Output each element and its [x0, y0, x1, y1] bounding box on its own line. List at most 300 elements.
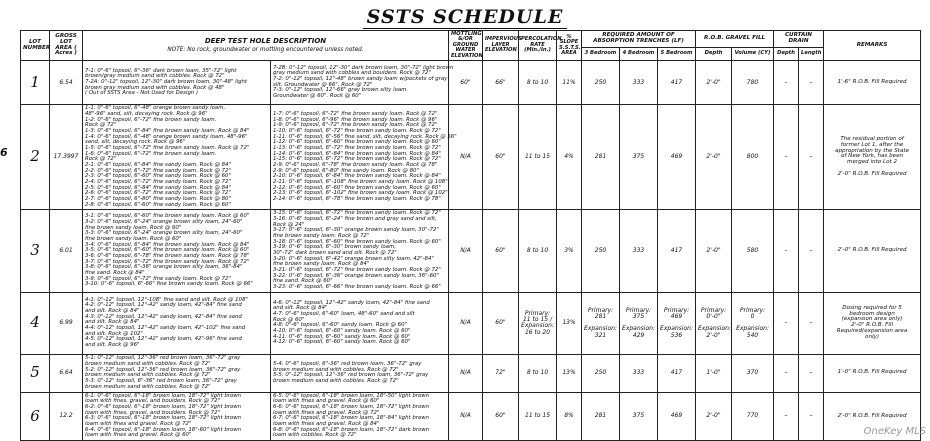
- deep-test-left-line: and silt. Rock @ 102": [85, 330, 143, 337]
- gross-lot-area: 6.01: [50, 210, 83, 292]
- deep-test-left-line: 4-2: 0"-12" topsoil, 12"-42" sandy loam, 42"-84" fine sand: [85, 302, 242, 309]
- deep-test-left-line: ( Out of SSTS Area - Not Used for Design ): [85, 90, 199, 97]
- schedule-rows: [21, 61, 921, 441]
- bed5-value-line: 469: [670, 312, 683, 320]
- deep-test-right-line: 3-23: 0"-6" topsoil, 6"-66" fine brown sandy loam. Rock @ 66": [273, 284, 441, 291]
- deep-test-left-line: Rock @ 72": [85, 122, 117, 129]
- bed3-value: [582, 392, 620, 440]
- deep-test-right-line: 6-6: 0"-6" topsoil, 6"-18" brown loam, 18"-72" light brown: [273, 404, 430, 411]
- deep-test-left-line: 3-6: 0"-6" topsoil, 6"-78" fine brown sandy loam. Rock @ 78": [85, 252, 250, 259]
- remarks-value-line: only): [865, 333, 880, 340]
- remarks-value-line: 2'-0" R.O.B. Fill: [851, 322, 893, 329]
- deep-test-left-line: and silt. Rock @ 96": [85, 342, 140, 349]
- deep-test-left-line: 4-1: 0"-12" topsoil, 12"-108" fine sand and silt. Rock @ 108": [85, 296, 248, 303]
- deep-test-right: [271, 354, 449, 392]
- percolation-value: 11 to 15: [519, 105, 557, 210]
- curtain-depth-value: –: [774, 392, 799, 440]
- deep-test-left-line: Rock @ 72": [85, 156, 117, 163]
- remarks-value-line: 1'-0" R.O.B. Fill Required: [837, 369, 907, 376]
- deep-test-right-line: 1-9: 0"-6" topsoil, 6"-72" fine brown sandy loam. Rock @ 72": [273, 122, 438, 129]
- deep-test-left: [83, 105, 271, 210]
- deep-test-left-line: and silt. Rock @ 84": [85, 308, 140, 315]
- gravel-volume-value-line: 540: [746, 331, 759, 339]
- deep-test-left-line: loam with fines and gravel. Rock @ 72": [85, 421, 192, 428]
- slope-value: 13%: [557, 354, 582, 392]
- impervious-value: 60": [483, 105, 519, 210]
- percolation-value: 11 to 15: [519, 392, 557, 440]
- deep-test-right-line: 1-12: 0"-6" topsoil, 6"-60" fine brown sandy loam. Rock @ 60": [273, 139, 441, 146]
- gravel-volume-value: [732, 354, 774, 392]
- deep-test-left-line: 1-2: 0"-6" topsoil, 6"-72" fine brown sandy loam.: [85, 116, 217, 123]
- deep-test-left-line: brown medium sand with cobbles. Rock @ 72": [85, 360, 211, 367]
- remarks-value-line: (expansion area only): [841, 316, 903, 323]
- deep-test-left-line: 5-1: 0"-12" topsoil, 12"-36" red brown loam, 36"-72" gray: [85, 355, 241, 362]
- gravel-volume-value: [732, 392, 774, 440]
- gravel-volume-value: [732, 292, 774, 354]
- deep-test-right-line: 4-6: 0"-12" topsoil, 12"-42" sandy loam, 42"-84" fine sand: [273, 299, 430, 306]
- deep-test-left-line: 48"-96" sand, silt, decaying rock. Rock @ 96": [85, 110, 208, 117]
- bed4-value-line: Expansion:: [622, 325, 655, 333]
- gravel-depth-value: [696, 292, 732, 354]
- deep-test-left: [83, 210, 271, 292]
- bed3-value: [582, 105, 620, 210]
- deep-test-right-line: brown medium sand with cobbles. Rock @ 72": [273, 366, 399, 373]
- gravel-depth-value-line: Primary:: [700, 306, 727, 314]
- header-gross-lot-area: GROSS LOT AREA ( Acres ): [50, 31, 83, 61]
- bed5-value: [658, 61, 696, 105]
- deep-test-left-line: brown/gray medium sand with cobbles. Rock @ 72": [85, 73, 225, 80]
- header-depth: Depth: [696, 47, 732, 61]
- deep-test-left-line: loam with fines, gravel, and boulders. Rock @ 72": [85, 398, 221, 405]
- deep-test-right-line: brown medium sand with cobbles. Rock @ 72": [273, 377, 399, 384]
- deep-test-right: [271, 292, 449, 354]
- curtain-depth-value: –: [774, 292, 799, 354]
- deep-test-left-line: sand, silt, decaying rock. Rock @ 96": [85, 139, 186, 146]
- bed4-value: [620, 105, 658, 210]
- deep-test-left: [83, 292, 271, 354]
- deep-test-right-line: 4-10: 0"-6" topsoil, 6"-60" sandy loam. Rock @ 60": [273, 327, 411, 334]
- gravel-depth-value-line: 2'-0": [706, 78, 721, 86]
- remarks-value-line: 2'-0" R.O.B. Fill Required: [837, 247, 907, 254]
- bed5-value: [658, 354, 696, 392]
- deep-test-right: [271, 392, 449, 440]
- impervious-value: 66": [483, 61, 519, 105]
- curtain-length-value: –: [799, 61, 824, 105]
- deep-test-left-line: 2-5: 0"-6" topsoil, 6"-84" fine sandy loam. Rock @ 84": [85, 184, 231, 191]
- deep-test-right-line: 7-3: 0"-12" topsoil, 12"-66" gray brown silty loam.: [273, 87, 409, 94]
- deep-test-left-line: 5-3: 0"-12" topsoil, 6"-36" red brown loam, 36"-72" gray: [85, 377, 237, 384]
- bed4-value-line: 375: [632, 312, 645, 320]
- deep-test-title: DEEP TEST HOLE DESCRIPTION: [204, 37, 327, 46]
- bed4-value-line: 333: [632, 246, 645, 254]
- deep-test-right-line: 1-14: 0"-6" topsoil, 6"-84" fine brown sandy loam. Rock @ 84": [273, 150, 441, 157]
- curtain-depth-value: –: [774, 61, 799, 105]
- deep-test-left-line: brown medium sand with cobbles. Rock @ 72": [85, 372, 211, 379]
- deep-test-right-line: Rock @ 24": [273, 221, 305, 228]
- deep-test-left-line: fine sand. Rock @ 84": [85, 269, 145, 276]
- bed3-value-line: 321: [594, 331, 607, 339]
- deep-test-right-line: 4-7: 0"-6" topsoil, 6"-60" loam, 48"-60" sand and silt: [273, 310, 415, 317]
- mottling-value: N/A: [449, 354, 483, 392]
- bed3-value-line: 250: [594, 78, 607, 86]
- deep-test-right-line: 2-11: 0"-6" topsoil, 6"-108" fine brown sandy loam. Rock @ 108": [273, 179, 448, 185]
- bed5-value-line: 536: [670, 331, 683, 339]
- remarks-value-line: former Lot 1, after the: [840, 141, 904, 148]
- percolation-value: 8 to 10: [519, 354, 557, 392]
- bed3-value-line: 250: [594, 369, 607, 377]
- deep-test-right-line: and silt. Rock @ 84": [273, 305, 328, 312]
- mottling-value: 60": [449, 61, 483, 105]
- deep-test-right-line: 1-10: 0"-6" topsoil, 6"-72" fine brown sandy loam. Rock @ 72": [273, 127, 441, 134]
- deep-test-right-line: 30"-72" dark brown sand and silt. Rock @ 72": [273, 250, 397, 257]
- header-mottling: MOTTLING &/OR GROUND WATER ELEVATION: [449, 31, 483, 61]
- mottling-value: N/A: [449, 392, 483, 440]
- deep-test-right-line: 3-19: 0"-6" topsoil, 6"-30" brown sandy loam,: [273, 244, 396, 251]
- deep-test-left: [83, 354, 271, 392]
- gravel-depth-value-line: 2'-0": [706, 153, 721, 161]
- deep-test-left-line: brown medium sand with cobbles. Rock @ 72": [85, 383, 211, 390]
- deep-test-left-line: loam with fines, gravel, and boulders. Rock @ 72": [85, 409, 221, 416]
- bed4-value: [620, 61, 658, 105]
- header-deep-test: [83, 31, 449, 61]
- deep-test-left-line: brown gray medium sand with cobbles. Rock @ 48": [85, 84, 225, 91]
- deep-test-left-line: 7-2A: 0"-12" topsoil, 12"-30" dark brown loam, 30"-48" light: [85, 78, 248, 85]
- deep-test-left-line: 6-2: 0"-6" topsoil, 6"-18" brown loam, 18"-72" light brown: [85, 404, 242, 411]
- bed5-value-line: 469: [670, 412, 683, 420]
- bed3-value-line: 281: [594, 153, 607, 161]
- gravel-volume-value-line: Primary:: [739, 306, 766, 314]
- deep-test-right-line: 3-16: 0"-6" topsoil, 6"-24" fine brown and gray sand and silt,: [273, 216, 437, 223]
- deep-test-left-line: 3-9: 0"-6" topsoil, 6"-72" fine sandy loam. Rock @ 72": [85, 275, 231, 282]
- remarks-value-line: The residual portion of: [840, 135, 904, 142]
- margin-note: 6: [0, 146, 8, 159]
- deep-test-left-line: 1-3: 0"-6" topsoil, 6"-84" fine brown sandy loam. Rock @ 84": [85, 127, 250, 134]
- bed5-value-line: 417: [670, 246, 683, 254]
- deep-test-right-line: loam with fines and gravel. Rock @ 60": [273, 398, 380, 405]
- deep-test-left-line: 2-7: 0"-6" topsoil, 6"-80" fine sandy loam. Rock @ 80": [85, 196, 231, 203]
- deep-test-left-line: 3-4: 0"-6" topsoil, 6"-84" fine brown sandy loam. Rock @ 84": [85, 241, 250, 248]
- bed4-value-line: 333: [632, 369, 645, 377]
- gravel-volume-value-line: 770: [746, 412, 759, 420]
- deep-test-left-line: 1-4: 0"-6" topsoil, 6"-48" orange brown sandy loam, 48"-96": [85, 133, 248, 140]
- bed3-value: [582, 292, 620, 354]
- remarks-value-line: of New York, has been: [840, 153, 904, 160]
- header-curtain-drain: CURTAIN DRAIN: [774, 31, 824, 48]
- header-bed4: 4 Bedroom: [620, 47, 658, 61]
- header-lot-number: LOT NUMBER: [21, 31, 50, 61]
- header-curtain-depth: Depth: [774, 47, 799, 61]
- bed4-value: [620, 210, 658, 292]
- gravel-volume-value-line: 580: [746, 246, 759, 254]
- bed5-value-line: Expansion:: [660, 325, 693, 333]
- curtain-depth-value: –: [774, 354, 799, 392]
- curtain-length-value: –: [799, 105, 824, 210]
- header-rob-gravel: R.O.B. GRAVEL FILL: [696, 31, 774, 48]
- deep-test-left-line: loam with fines and gravel. Rock @ 60": [85, 432, 192, 439]
- gravel-depth-value: [696, 392, 732, 440]
- bed5-value: [658, 210, 696, 292]
- deep-test-right-line: fine sand. Rock @ 60": [273, 278, 333, 285]
- header-percolation: PERCOLATION RATE (Min./In.): [519, 31, 557, 61]
- table-row: [21, 354, 921, 392]
- remarks-value-line: Required(expansion area: [836, 328, 908, 335]
- deep-test-right-line: fine brown sandy loam. Rock @ 84": [273, 261, 370, 268]
- deep-test-right-line: 3-22: 0"-6" topsoil, 6"-36" orange brown sandy loam, 36"-60": [273, 272, 439, 279]
- deep-test-right-line: fine brown sandy loam. Rock @ 72": [273, 233, 370, 240]
- gravel-depth-value: [696, 105, 732, 210]
- header-curtain-length: Length: [799, 47, 824, 61]
- deep-test-left-line: 2-1: 0"-6" topsoil, 6"-84" fine sandy loam. Rock @ 84": [85, 161, 231, 168]
- deep-test-right-line: Rock @ 60": [273, 316, 305, 323]
- deep-test-right-line: 2-10: 0"-6" topsoil, 6"-84" fine brown sandy loam. Rock @ 84": [273, 173, 441, 180]
- bed4-value-line: 375: [632, 153, 645, 161]
- deep-test-right-line: 4-8: 0"-6" topsoil, 6"-60" sandy loam. Rock @ 60": [273, 322, 407, 329]
- bed4-value-line: 333: [632, 78, 645, 86]
- deep-test-right-line: 3-18: 0"-6" topsoil, 6"-60" fine brown sandy loam. Rock @ 60": [273, 238, 441, 245]
- remarks-value: [824, 105, 921, 210]
- bed5-value: [658, 392, 696, 440]
- deep-test-right-line: silt. Groundwater @ 66". Rock @ 72": [273, 81, 373, 88]
- gravel-depth-value-line: 2'-0": [706, 412, 721, 420]
- bed5-value-line: 417: [670, 369, 683, 377]
- mottling-value: N/A: [449, 210, 483, 292]
- bed4-value-line: 429: [632, 331, 645, 339]
- bed3-value: [582, 354, 620, 392]
- deep-test-right-line: 2-13: 0"-6" topsoil, 6"-102" fine brown sandy loam. Rock @ 102": [273, 190, 448, 197]
- deep-test-left-line: 2-6: 0"-6" topsoil, 6"-72" fine sandy loam. Rock @ 72": [85, 190, 231, 197]
- bed4-value-line: 375: [632, 412, 645, 420]
- gravel-volume-value-line: 800: [746, 153, 759, 161]
- remarks-value: [824, 354, 921, 392]
- gravel-depth-value-line: 2'-0": [706, 331, 721, 339]
- deep-test-right-line: 2-14: 0"-6" topsoil, 6"-78" fine brown sandy loam. Rock @ 78": [273, 196, 441, 203]
- deep-test-left-line: 1-5: 0"-6" topsoil, 6"-72" fine brown sandy loam. Rock @ 72": [85, 144, 250, 151]
- deep-test-left-line: 3-10: 0"-6" topsoil, 6"-66" fine brown sandy loam. Rock @ 66": [85, 281, 253, 288]
- slope-value: 11%: [557, 61, 582, 105]
- deep-test-right-line: 3-17: 0"-6" topsoil, 6"-30" orange brown sandy loam, 30"-72": [273, 227, 439, 234]
- gravel-depth-value: [696, 354, 732, 392]
- table-row: [21, 61, 921, 105]
- gross-lot-area: 6.64: [50, 354, 83, 392]
- deep-test-left-line: 6-1: 0"-6" topsoil, 6"-18" brown loam, 18"-72" light brown: [85, 392, 242, 399]
- curtain-length-value: –: [799, 354, 824, 392]
- deep-test-right-line: Groundwater @ 60". Rock @ 60": [273, 93, 362, 100]
- percolation-value: 8 to 10: [519, 61, 557, 105]
- deep-test-right-line: 5-4: 0"-6" topsoil, 6"-36" red brown loam, 36"-72" gray: [273, 360, 422, 367]
- bed3-value-line: Primary:: [587, 306, 614, 314]
- deep-test-left-line: 3-2: 0"-6" topsoil, 6"-24" orange brown silty loam, 24"-60": [85, 218, 243, 225]
- deep-test-right-line: 4-12: 0"-6" topsoil, 6"-60" sandy loam. Rock @ 60": [273, 339, 411, 346]
- deep-test-left-line: fine brown sandy loam. Rock @ 60": [85, 235, 182, 242]
- gravel-volume-value-line: Expansion:: [736, 325, 769, 333]
- lot-number: 6: [21, 392, 50, 440]
- deep-test-left-line: 3-7: 0"-6" topsoil, 6"-72" fine brown sandy loam. Rock @ 72": [85, 258, 250, 265]
- remarks-value: [824, 292, 921, 354]
- deep-test-right-line: 4-11: 0"-6" topsoil, 6"-60" sandy loam. Rock @ 60": [273, 333, 411, 340]
- table-row: [21, 392, 921, 440]
- bed4-value: [620, 354, 658, 392]
- bed4-value-line: Primary:: [625, 306, 652, 314]
- deep-test-right-line: 3-20: 0"-6" topsoil, 6"-42" orange brown silty loam, 42"-84": [273, 255, 434, 262]
- deep-test-right-line: 6-8: 0"-6" topsoil, 6"-18" brown loam, 18"-72" dark brown: [273, 426, 430, 433]
- deep-test-right-line: loam with cobbles. Rock @ 72": [273, 432, 357, 439]
- gravel-depth-value: [696, 210, 732, 292]
- deep-test-right-line: 2-12: 0"-6" topsoil, 6"-60" fine brown sandy loam. Rock @ 60": [273, 184, 441, 191]
- header-remarks: REMARKS: [824, 31, 921, 61]
- deep-test-right-line: 7-2B: 0"-12" topsoil, 12"-30" dark brown loam, 30"-72" light brown: [273, 64, 454, 71]
- mottling-value: N/A: [449, 105, 483, 210]
- header-bed3: 3 Bedroom: [582, 47, 620, 61]
- ssts-schedule-table: [20, 30, 921, 441]
- curtain-length-value: –: [799, 392, 824, 440]
- impervious-value: 60": [483, 210, 519, 292]
- deep-test-left-line: 4-5: 0"-12" topsoil, 12"-42" sandy loam, 42"-96" fine sand: [85, 336, 242, 343]
- percolation-value: Primary: 11 to 15 / Expansion: 16 to 20: [519, 292, 557, 354]
- bed5-value: [658, 105, 696, 210]
- deep-test-left-line: 3-3: 0"-6" topsoil, 6"-24" orange brown silty loam, 24"-60": [85, 230, 243, 237]
- deep-test-left-line: 2-4: 0"-6" topsoil, 6"-72" fine sandy loam. Rock @ 72": [85, 179, 231, 185]
- deep-test-right-line: 2-9: 0"-6" topsoil, 6"-78" fine brown sandy loam. Rock @ 78": [273, 161, 438, 168]
- impervious-value: 60": [483, 292, 519, 354]
- bed5-value-line: Primary:: [663, 306, 690, 314]
- deep-test-left-line: 3-5: 0"-6" topsoil, 6"-60" fine brown sandy loam. Rock @ 60": [85, 247, 250, 254]
- gravel-depth-value-line: 2'-0": [706, 246, 721, 254]
- gross-lot-area: 6.99: [50, 292, 83, 354]
- bed5-value-line: 469: [670, 153, 683, 161]
- deep-test-right: [271, 210, 449, 292]
- deep-test-right-line: 1-15: 0"-6" topsoil, 6"-72" fine brown sandy loam. Rock @ 72": [273, 156, 441, 163]
- deep-test-left-line: 2-3: 0"-6" topsoil, 6"-60" fine sandy loam. Rock @ 60": [85, 173, 231, 180]
- deep-test-left: [83, 392, 271, 440]
- deep-test-left-line: fine brown sandy loam. Rock @ 60": [85, 224, 182, 231]
- slope-value: 8%: [557, 392, 582, 440]
- remarks-value-line: 2'-0" R.O.B. Fill Required: [837, 170, 907, 177]
- deep-test-right-line: 3-21: 0"-6" topsoil, 6"-72" fine brown sandy loam. Rock @ 72": [273, 267, 441, 274]
- deep-test-left-line: 1-1: 0"-6" topsoil, 6"-48" orange brown sandy loam,: [85, 105, 226, 112]
- gross-lot-area: 6.54: [50, 61, 83, 105]
- deep-test-right-line: 1-7: 0"-6" topsoil, 6"-72" fine brown sandy loam. Rock @ 72": [273, 110, 438, 117]
- curtain-length-value: –: [799, 210, 824, 292]
- deep-test-left: [83, 61, 271, 105]
- deep-test-right-line: 7-2: 0"-12" topsoil, 12"-48" brown sandy loam w/pockets of gray: [273, 76, 448, 83]
- header-slope: % SLOPE S.S.T.S. AREA: [557, 31, 582, 61]
- lot-number: 3: [21, 210, 50, 292]
- deep-test-left-line: and silt. Rock @ 84": [85, 319, 140, 326]
- gravel-depth-value: [696, 61, 732, 105]
- deep-test-left-line: 3-8: 0"-6" topsoil, 6"-36" orange brown silty loam, 36"-84": [85, 264, 243, 271]
- gravel-volume-value: [732, 105, 774, 210]
- watermark: OneKey MLS: [863, 426, 926, 437]
- bed3-value-line: Expansion:: [584, 325, 617, 333]
- lot-number: 5: [21, 354, 50, 392]
- deep-test-left-line: 2-2: 0"-6" topsoil, 6"-72" fine sandy loam. Rock @ 72": [85, 167, 231, 174]
- remarks-value-line: 1'-6" R.O.B. Fill Required: [837, 78, 907, 85]
- bed3-value-line: 281: [594, 312, 607, 320]
- gravel-volume-value: [732, 210, 774, 292]
- impervious-value: 72": [483, 354, 519, 392]
- gravel-volume-value-line: 0: [750, 312, 755, 320]
- slope-value: 4%: [557, 105, 582, 210]
- deep-test-right-line: loam with fines and gravel. Rock @ 84": [273, 421, 380, 428]
- deep-test-right-line: gray medium sand with cobbles and boulders. Rock @ 72": [273, 70, 431, 77]
- deep-test-left-line: 7-1: 0"-6" topsoil, 6"-36" dark brown loam, 35"-72" light: [85, 67, 237, 74]
- table-row: [21, 292, 921, 354]
- deep-test-right-line: 2-9: 0"-6" topsoil, 6"-80" fine sandy loam. Rock @ 80": [273, 167, 419, 174]
- slope-value: 13%: [557, 292, 582, 354]
- bed3-value: [582, 210, 620, 292]
- bed5-value: [658, 292, 696, 354]
- remarks-value-line: appropriation by the State: [835, 147, 910, 154]
- schedule-title: SSTS SCHEDULE: [0, 6, 930, 28]
- deep-test-left-line: 2-8: 0"-6" topsoil, 6"-60" fine sandy loam. Rock @ 60": [85, 201, 231, 208]
- percolation-value: 8 to 10: [519, 210, 557, 292]
- mottling-value: N/A: [449, 292, 483, 354]
- deep-test-right: [271, 61, 454, 105]
- deep-test-right-line: 1-13: 0"-6" topsoil, 6"-72" fine brown sandy loam. Rock @ 72": [273, 144, 441, 151]
- deep-test-right-line: 6-7: 0"-6" topsoil, 6"-18" brown loam, 18"-84" light brown: [273, 415, 430, 422]
- bed3-value-line: 281: [594, 412, 607, 420]
- bed5-value-line: 417: [670, 78, 683, 86]
- deep-test-right-line: 1-8: 0"-6" topsoil, 6"-96" fine brown sandy loam. Rock @ 96": [273, 116, 438, 123]
- gravel-volume-value: [732, 61, 774, 105]
- remarks-value-line: merged into Lot 2: [847, 159, 898, 166]
- deep-test-left-line: 6-4: 0"-6" topsoil, 6"-18" brown loam, 18"-60" light brown: [85, 426, 242, 433]
- bed3-value-line: 250: [594, 246, 607, 254]
- gravel-volume-value-line: 370: [746, 369, 759, 377]
- gravel-depth-value-line: 0'-0": [706, 312, 721, 320]
- header-required-amount: REQUIRED AMOUNT OF ABSORPTION TRENCHES (LF): [582, 31, 696, 48]
- remarks-value-line: bedroom design: [849, 310, 895, 317]
- deep-test-right: [271, 105, 457, 210]
- gravel-volume-value-line: 780: [746, 78, 759, 86]
- deep-test-left-line: 5-2: 0"-12" topsoil, 12"-36" red brown loam, 36"-72" gray: [85, 366, 241, 373]
- deep-test-left-line: 1-6: 0"-6" topsoil, 6"-72" fine brown sandy loam.: [85, 150, 217, 157]
- header-volume: Volume (CY): [732, 47, 774, 61]
- deep-test-right-line: loam with fines and gravel. Rock @ 72": [273, 409, 380, 416]
- header-impervious: IMPERVIOUS LAYER ELEVATION: [483, 31, 519, 61]
- curtain-depth-value: –: [774, 210, 799, 292]
- remarks-value: [824, 210, 921, 292]
- gross-lot-area: 17.3997: [50, 105, 83, 210]
- deep-test-left-line: 3-1: 0"-6" topsoil, 6"-60" fine brown sandy loam. Rock @ 60": [85, 213, 250, 220]
- bed4-value: [620, 292, 658, 354]
- slope-value: 3%: [557, 210, 582, 292]
- header-bed5: 5 Bedroom: [658, 47, 696, 61]
- impervious-value: 60": [483, 392, 519, 440]
- deep-test-right-line: 3-15: 0"-6" topsoil, 6"-72" fine brown sandy loam. Rock @ 72": [273, 210, 441, 217]
- bed4-value: [620, 392, 658, 440]
- bed3-value: [582, 61, 620, 105]
- lot-number: 2: [21, 105, 50, 210]
- remarks-value-line: Dosing required for 5: [842, 304, 902, 311]
- curtain-length-value: –: [799, 292, 824, 354]
- curtain-depth-value: –: [774, 105, 799, 210]
- deep-test-left-line: 4-3: 0"-12" topsoil, 12"-42" sandy loam, 42"-84" fine sand: [85, 313, 242, 320]
- remarks-value: [824, 61, 921, 105]
- lot-number: 1: [21, 61, 50, 105]
- gravel-depth-value-line: Expansion:: [698, 325, 731, 333]
- deep-test-note: NOTE: No rock, groundwater or mottling encountered unless noted.: [167, 47, 364, 54]
- deep-test-right-line: 5-5: 0"-12" topsoil, 12"-36" red brown loam, 36"-72" gray: [273, 372, 429, 379]
- deep-test-right-line: 6-5: 0"-6" topsoil, 6"-18" brown loam, 18"-50" light brown: [273, 392, 430, 399]
- gravel-depth-value-line: 1'-0": [706, 369, 721, 377]
- remarks-value-line: 2'-0" R.O.B. Fill Required: [837, 412, 907, 419]
- table-row: [21, 105, 921, 210]
- deep-test-left-line: 4-4: 0"-12" topsoil, 12"-42" sandy loam, 42"-102" fine sand: [85, 325, 246, 332]
- lot-number: 4: [21, 292, 50, 354]
- gross-lot-area: 12.2: [50, 392, 83, 440]
- deep-test-left-line: 6-3: 0"-6" topsoil, 6"-18" brown loam, 18"-72" light brown: [85, 415, 242, 422]
